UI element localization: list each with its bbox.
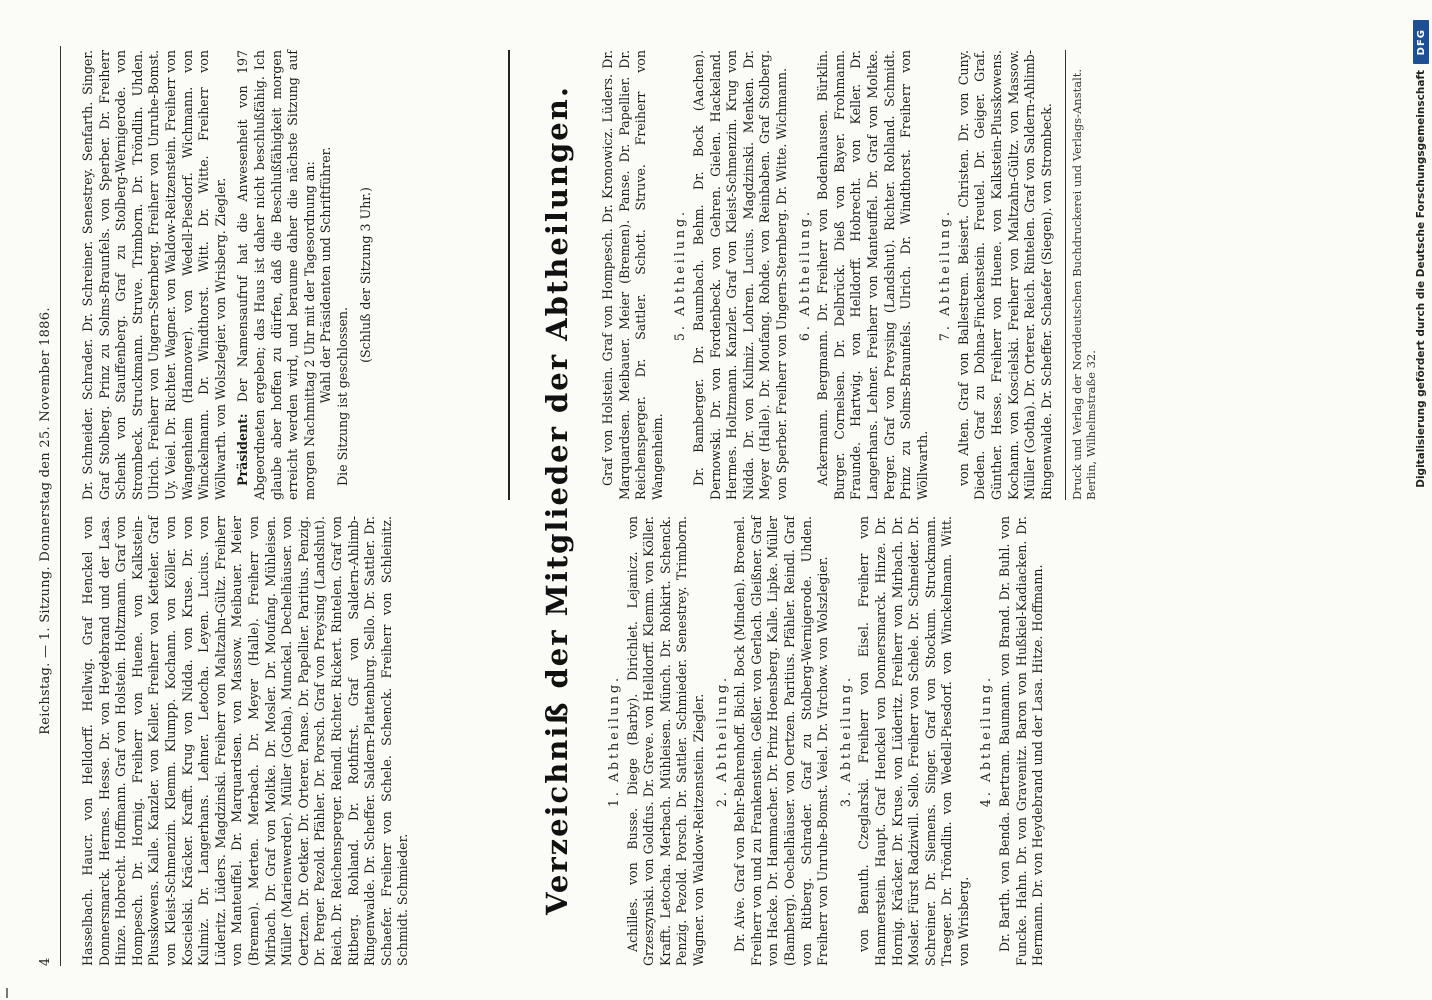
upper-column-2 — [80, 50, 374, 500]
section-6-text: Ackermann. Bergmann. Dr. Freiherr von Bodenhausen. Bürklin. Burger. Cornelsen. Dr. Delbrück. Dieß von Bayer. Frohmann. Fraunde. Hartwig. von Helldorff. Hobrecht. von Keller. Dr. Langerhans. Lehner. Freiherr von Manteuffel. Dr. Graf von Moltke. Perger. Graf von Preysing (Landshut). Richter. Rohland. Schmidt. Prinz zu Solms-Braunfels. Ulrich. Dr. Windthorst. Freiherr von Wöllwarth. — [815, 50, 930, 500]
section-1-heading: 1. Abtheilung. — [606, 674, 621, 808]
section-3-heading: 3. Abtheilung. — [837, 674, 853, 808]
session-end-note: (Schluß der Sitzung 3 Uhr.) — [357, 187, 373, 363]
section-2-heading: 2. Abtheilung. — [713, 674, 729, 808]
main-title: Verzeichniß der Mitglieder der Abtheilungen. — [540, 85, 574, 915]
section-7-heading: 7. Abtheilung. — [937, 208, 953, 342]
session-closed: Die Sitzung ist geschlossen. — [334, 306, 350, 486]
running-title: Reichstag. — 1. Sitzung. Donnerstag den 25. November 1886. — [38, 307, 53, 735]
digitization-sidebar — [1412, 20, 1430, 1000]
section-5-text: Dr. Bamberger. Dr. Baumbach. Behm. Dr. Bock (Aachen). Dernowski. Dr. von Fordenbeck. von Gehren. Gielen. Hackeland. Hermes. Holtzmann. Kanzler. Graf von Kleist-Schmenzin. Krug von Nidda. Dr. von Kulmiz. Lohren. Lucius. Magdzinski. Menken. Dr. Meyer (Halle). Dr. Moufang. Rohde. von Reinbaben. Graf Stolberg. von Sperber. Freiherr von Ungern-Sternberg. Dr. Witte. Wichmann. — [690, 50, 789, 500]
upper-column-1 — [80, 516, 412, 966]
president-text: Der Namensaufruf hat die Anwesenheit von 197 Abgeordneten ergeben; das Haus ist daher nicht beschlußfähig. Ich glaube aber hoffen zu dürfen, daß die Beschlußfähigkeit morgen erreicht werden wird, und beraume daher die nächste Sitzung auf morgen Nachmittag 2 Uhr mit der Tagesordnung an: — [235, 50, 317, 500]
lower-column-2 — [600, 50, 1098, 500]
member-list-text: Hasselbach. Haucr. von Helldorff. Hellwig. Graf Henckel von Donnersmarck. Hermes. Hesse. Dr. von Heydebrand und der Lasa. Hinze. Hobrecht. Hoffmann. Graf von Holstein. Holtzmann. Graf von Hompesch. Dr. Hornig. Freiherr von Huene. von Kalkstein-Plusskowens. Kalle. Kanzler. von Keller. Freiherr von Ketteler. Graf von Kleist-Schmenzin. Klemm. Klumpp. Kochann. von Köller. von Koscielski. Kräcker. Krafft. Krug von Nidda. von Kruse. Dr. von Kulmiz. Dr. Langerhans. Lehner. Letocha. Leyen. Lucius. von Lüderitz. Lüders. Magdzinski. Freiherr von Maltzahn-Gültz. Freiherr von Manteuffel. Dr. Marquardsen. von Massow. Meibauer. Meier (Bremen). Merten. Merbach. Dr. Meyer (Halle). Freiherr von Mirbach. Dr. Graf von Moltke. Dr. Mosler. Dr. Moufang. Mühleisen. Müller (Marienwerder). Müller (Gotha). Munckel. Dechelhäuser. von Oertzen. Dr. Oetker. Dr. Orterer. Panse. Dr. Papellier. Paritius. Penzig. Dr. Perger. Pezold. Pfähler. Dr. Porsch. Graf von Preysing (Landshut). Reich. Dr. Reichensperger. Reindl. Richter. Rickert. Rintelen. Graf von Ritberg. Rohland. Dr. Rothfirst. Graf von Saldern-Ahlimb-Ringenwalde. Dr. Scheffer. Saldern-Plattenburg. Sello. Dr. Sattler. Dr. Schaefer. Freiherr von Schele. Schenck. Freiherr von Schleinitz. Schmidt. Schmieder. — [80, 516, 411, 966]
section-7-text: von Alten. Graf von Ballestrem. Beisert. Christen. Dr. von Cuny. Dieden. Graf zu Dohna-Finckenstein. Freutel. Dr. Geiger. Graf. Günther. Hesse. Freiherr von Huene. von Kalkstein-Plusskowens. Kochann. von Koscielski. Freiherr von Maltzahn-Gültz. von Massow. Müller (Gotha). Dr. Orterer. Reich. Rintelen. Graf von Saldern-Ahlimb-Ringenwalde. Dr. Scheffer. Schaefer (Siegen). von Strombeck. — [955, 50, 1054, 500]
scan-edge-mark — [6, 988, 8, 998]
header-rule — [60, 46, 61, 966]
dfg-logo-text: DFG — [1415, 28, 1427, 56]
section-3-text: von Benuth. Czeglarski. Freiherr von Eisel. Freiherr von Hammerstein. Haupt. Graf Henckel von Donnersmarck. Hinze. Dr. Hornig. Kräcker. Dr. Kruse. von Lüderitz. Freiherr von Mirbach. Dr. Mosler. Fürst Radziwill. Sello. Freiherr von Schele. Dr. Schneider. Dr. Schreiner. Dr. Siemens. Singer. Graf von Stockum. Struckmann. Traeger. Dr. Tröndlin. von Wedell-Piesdorf. von Winckelmann. Witt. von Wrisberg. — [856, 516, 971, 966]
president-label: Präsident: — [235, 413, 251, 486]
section-4-heading: 4. Abtheilung. — [978, 674, 994, 808]
section-4-text: Dr. Barth. von Benda. Bertram. Baumann. von Brand. Dr. Buhl. von Funcke. Hahn. Dr. von Gravenitz. Baron von Hußkiel-Kadiacken. Dr. Hermann. Dr. von Heydebrand und der Lasa. Hitze. Hoffmann. — [997, 516, 1046, 966]
section-rule — [508, 50, 510, 500]
page-number: 4 — [38, 957, 53, 966]
imprint: Druck und Verlag der Norddeutschen Buchdruckerei und Verlags-Anstalt. Berlin, Wilhelmstraße 32. — [1070, 68, 1099, 500]
section-5-heading: 5. Abtheilung. — [672, 208, 688, 342]
agenda-item: Wahl der Präsidenten und Schriftführer. — [318, 146, 334, 404]
section-2-text: Dr. Aive. Graf von Behr-Behrenhoff. Bichl. Bock (Minden). Broemel. Freiherr von und zu Frankenstein. Geßler. von Gerlach. Gleißner. Graf von Hacke. Dr. Hammacher. Dr. Prinz Hoensberg. Kalle. Lipke. Müller (Bamberg). Oechelhäuser. von Oertzen. Paritius. Pfähler. Reindl. Graf von Ritberg. Schrader. Graf zu Stolberg-Wernigerode. Uhden. Freiherr von Unruhe-Bomst. Veiel. Dr. Virchow. von Wolszlegier. — [732, 516, 831, 966]
lower-column-1 — [600, 516, 1047, 966]
section-4-continued: Graf von Holstein. Graf von Hompesch. Dr. Kronowicz. Lüders. Dr. Marquardsen. Meibauer. Meier (Bremen). Panse. Dr. Papellier. Dr. Reichensperger. Dr. Sattler. Schott. Struve. Freiherr von Wangenheim. — [600, 50, 665, 500]
member-list-continued: Dr. Schneider. Schrader. Dr. Schreiner. Senestrey. Senfarth. Singer. Graf Stolberg. Prinz zu Solms-Braunfels. von Sperber. Dr. Freiherr Schenk von Stauffenberg. Graf zu Stolberg-Wernigerode. von Strombeck. Struckmann. Struve. Trimborn. Dr. Tröndlin. Uhden. Ulrich. Freiherr von Ungern-Sternberg. Freiherr von Unruhe-Bomst. Uy. Veiel. Dr. Richter. Wagner. von Waldow-Reitzenstein. Freiherr von Wangenheim (Hannover). von Wedell-Piesdorf. Wichmann. von Winckelmann. Dr. Windthorst. Witt. Dr. Witte. Freiherr von Wöllwarth. von Wolszlegier. von Wrisberg. Ziegler. — [80, 50, 228, 500]
page-header — [38, 50, 58, 980]
dfg-logo — [1413, 20, 1429, 64]
president-statement — [235, 50, 318, 500]
section-1-text: Achilles. von Busse. Diege (Barby). Dirichlet. Lejanicz. von Grzeszynski. von Goldfus. Dr. Greve. von Helldorff. Klemm. von Köller. Krafft. Letocha. Merbach. Mühleisen. Münch. Dr. Rohkirt. Schenck. Penzig. Pezold. Porsch. Dr. Sattler. Schmieder. Senestrey. Trimborn. Wagner. von Waldow-Reitzenstein. Ziegler. — [624, 516, 706, 966]
imprint-rule — [1065, 50, 1066, 500]
section-6-heading: 6. Abtheilung. — [796, 208, 812, 342]
funding-notice: Digitalisierung gefördert durch die Deutsche Forschungsgemeinschaft — [1415, 70, 1427, 488]
